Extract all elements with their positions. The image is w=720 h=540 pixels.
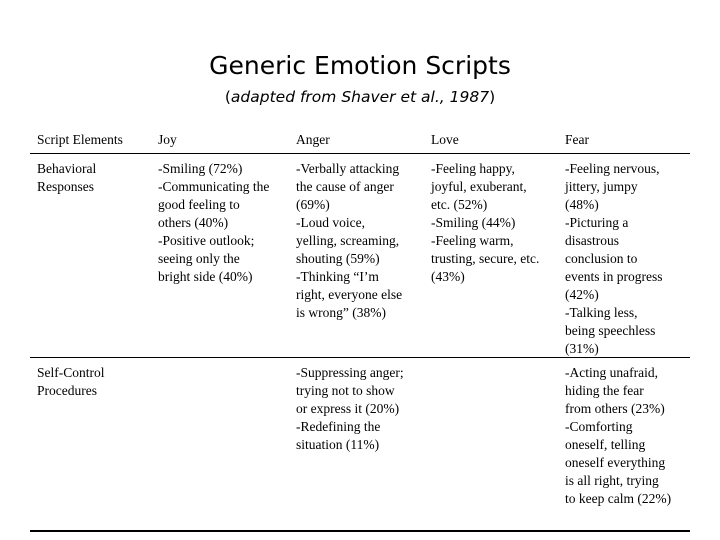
cell-line: shouting (59%) — [296, 251, 380, 266]
cell-line: being speechless — [565, 323, 656, 338]
cell-line: disastrous — [565, 233, 619, 248]
cell-line: (48%) — [565, 197, 599, 212]
cell-line: -Redefining the — [296, 419, 381, 434]
cell-line: oneself, telling — [565, 437, 646, 452]
cell-behavioral-love — [424, 154, 558, 357]
cell-line: -Acting unafraid, — [565, 365, 658, 380]
cell-line: joyful, exuberant, — [431, 179, 527, 194]
cell-line: -Positive outlook; — [158, 233, 255, 248]
subtitle-open-paren: ( — [224, 88, 231, 106]
cell-line: the cause of anger — [296, 179, 394, 194]
emotion-scripts-table — [30, 124, 690, 532]
cell-line: others (40%) — [158, 215, 229, 230]
cell-line: (43%) — [431, 269, 465, 284]
cell-line: from others (23%) — [565, 401, 665, 416]
cell-line: -Comforting — [565, 419, 633, 434]
cell-line: Responses — [37, 179, 94, 194]
header-love: Love — [431, 132, 459, 147]
cell-line: trusting, secure, etc. — [431, 251, 540, 266]
cell-line: conclusion to — [565, 251, 638, 266]
cell-line: seeing only the — [158, 251, 240, 266]
cell-line: -Feeling happy, — [431, 161, 515, 176]
cell-behavioral-anger — [289, 154, 424, 357]
cell-line: -Feeling nervous, — [565, 161, 660, 176]
cell-line: -Smiling (72%) — [158, 161, 243, 176]
cell-line: hiding the fear — [565, 383, 644, 398]
cell-line: or express it (20%) — [296, 401, 400, 416]
cell-line: etc. (52%) — [431, 197, 488, 212]
table-row-self-control-procedures — [30, 358, 690, 532]
header-anger: Anger — [296, 132, 330, 147]
cell-line: (31%) — [565, 341, 599, 356]
cell-line: is wrong” (38%) — [296, 305, 386, 320]
cell-line: good feeling to — [158, 197, 240, 212]
cell-line: jittery, jumpy — [565, 179, 638, 194]
table-row-behavioral-responses — [30, 154, 690, 358]
header-script-elements: Script Elements — [37, 132, 123, 147]
cell-line: is all right, trying — [565, 473, 659, 488]
row-label-self-control-procedures — [30, 358, 151, 530]
cell-line: -Verbally attacking — [296, 161, 400, 176]
page-subtitle — [0, 86, 720, 108]
cell-selfcontrol-anger — [289, 358, 424, 530]
cell-line: Self-Control — [37, 365, 105, 380]
cell-line: (42%) — [565, 287, 599, 302]
page-title: Generic Emotion Scripts — [209, 51, 511, 80]
cell-line: (69%) — [296, 197, 330, 212]
header-fear: Fear — [565, 132, 589, 147]
cell-line: -Smiling (44%) — [431, 215, 516, 230]
cell-line: bright side (40%) — [158, 269, 253, 284]
cell-selfcontrol-fear — [558, 358, 690, 530]
cell-line: situation (11%) — [296, 437, 380, 452]
cell-line: to keep calm (22%) — [565, 491, 672, 506]
cell-line: -Loud voice, — [296, 215, 365, 230]
table-header-row — [30, 124, 690, 154]
cell-selfcontrol-love — [424, 358, 558, 530]
cell-line: -Suppressing anger; — [296, 365, 404, 380]
subtitle-citation: adapted from Shaver et al., 1987 — [230, 88, 490, 106]
cell-line: -Communicating the — [158, 179, 270, 194]
cell-behavioral-fear — [558, 154, 690, 357]
header-joy: Joy — [158, 132, 177, 147]
cell-line: yelling, screaming, — [296, 233, 400, 248]
cell-line: -Picturing a — [565, 215, 629, 230]
row-label-behavioral-responses — [30, 154, 151, 357]
cell-line: right, everyone else — [296, 287, 403, 302]
cell-line: events in progress — [565, 269, 663, 284]
cell-line: -Talking less, — [565, 305, 638, 320]
cell-selfcontrol-joy — [151, 358, 289, 530]
cell-line: -Thinking “I’m — [296, 269, 379, 284]
cell-line: oneself everything — [565, 455, 666, 470]
subtitle-close-paren: ) — [489, 88, 496, 106]
cell-line: trying not to show — [296, 383, 395, 398]
cell-line: Behavioral — [37, 161, 97, 176]
cell-behavioral-joy — [151, 154, 289, 357]
cell-line: Procedures — [37, 383, 97, 398]
cell-line: -Feeling warm, — [431, 233, 514, 248]
